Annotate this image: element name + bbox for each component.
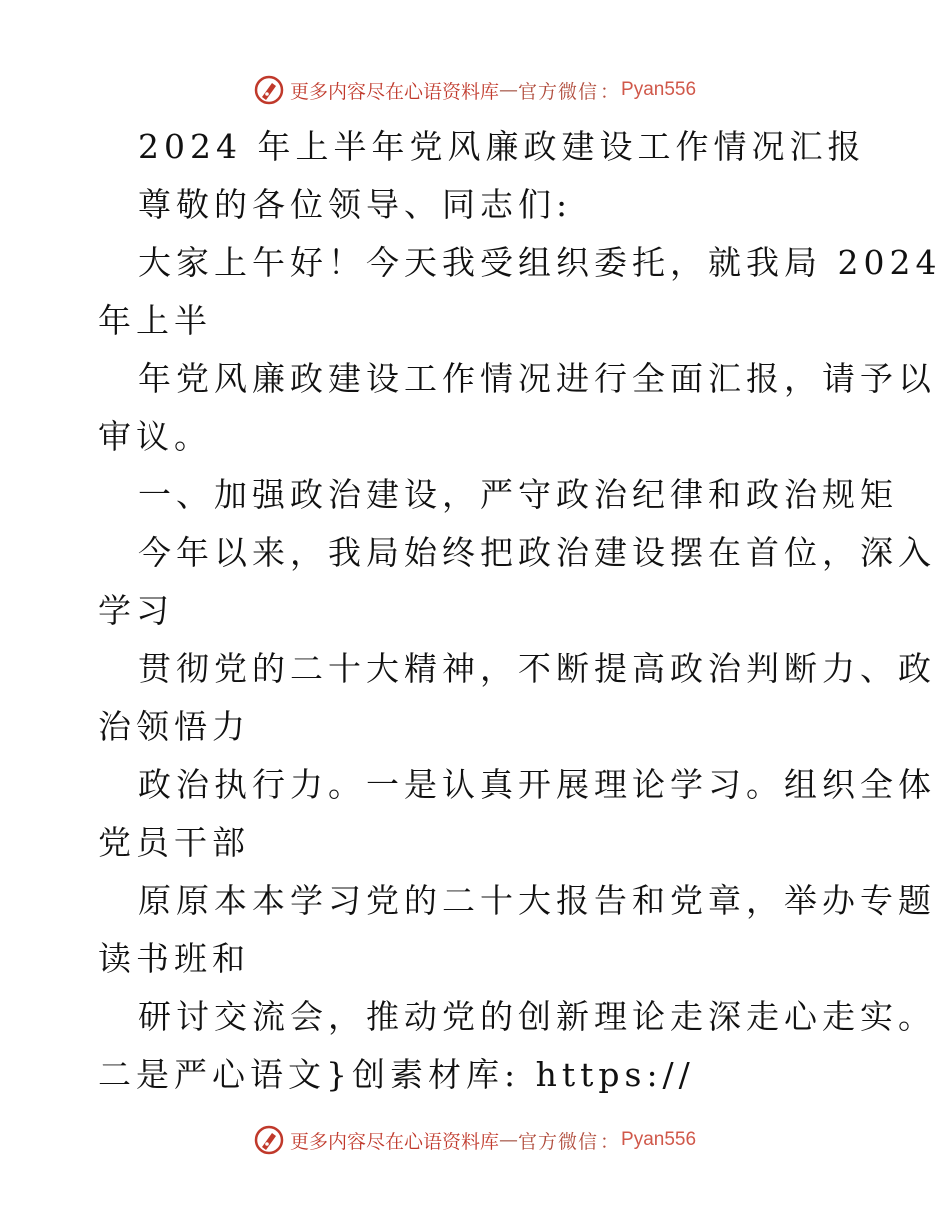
wechat-id: Pyan556 (621, 79, 697, 100)
paragraph-line: 治领悟力 (98, 707, 250, 746)
wechat-id: Pyan556 (621, 1129, 697, 1150)
paragraph-line: 研讨交流会，推动党的创新理论走深走心走实。 (138, 997, 936, 1036)
wechat-label: 官方微信 (517, 80, 598, 103)
promo-text: 更多内容尽在心语资料库 (289, 1130, 499, 1153)
pen-nib-logo-icon (254, 1125, 284, 1155)
paragraph-line: 学习 (98, 591, 174, 630)
document-title: 2024 年上半年党风廉政建设工作情况汇报 (138, 127, 866, 166)
wechat-label: 官方微信 (517, 1130, 598, 1153)
promo-text: 更多内容尽在心语资料库 (289, 80, 499, 103)
pen-nib-logo-icon (254, 75, 284, 105)
promo-dash: — (498, 1129, 518, 1151)
footer-watermark-banner (0, 1120, 950, 1160)
paragraph-line: 读书班和 (98, 939, 250, 978)
promo-dash: — (498, 79, 518, 101)
paragraph-line: 政治执行力。一是认真开展理论学习。组织全体 (138, 765, 936, 804)
salutation: 尊敬的各位领导、同志们: (138, 185, 573, 224)
paragraph-line: 二是严心语文}创素材库: https:// (98, 1055, 695, 1094)
paragraph-line: 原原本本学习党的二十大报告和党章，举办专题 (138, 881, 936, 920)
header-watermark-banner (0, 70, 950, 110)
paragraph-line: 审议。 (98, 417, 212, 456)
paragraph-line: 今年以来，我局始终把政治建设摆在首位，深入 (138, 533, 936, 572)
paragraph-line: 年上半 (98, 301, 212, 340)
wechat-separator: ： (600, 1130, 620, 1153)
paragraph-line: 大家上午好！今天我受组织委托，就我局 2024 (138, 243, 942, 282)
wechat-separator: ： (600, 80, 620, 103)
document-body (98, 118, 942, 1104)
paragraph-line: 党员干部 (98, 823, 250, 862)
paragraph-line: 年党风廉政建设工作情况进行全面汇报，请予以 (138, 359, 936, 398)
paragraph-line: 贯彻党的二十大精神，不断提高政治判断力、政 (138, 649, 936, 688)
section-heading: 一、加强政治建设，严守政治纪律和政治规矩 (138, 475, 898, 514)
